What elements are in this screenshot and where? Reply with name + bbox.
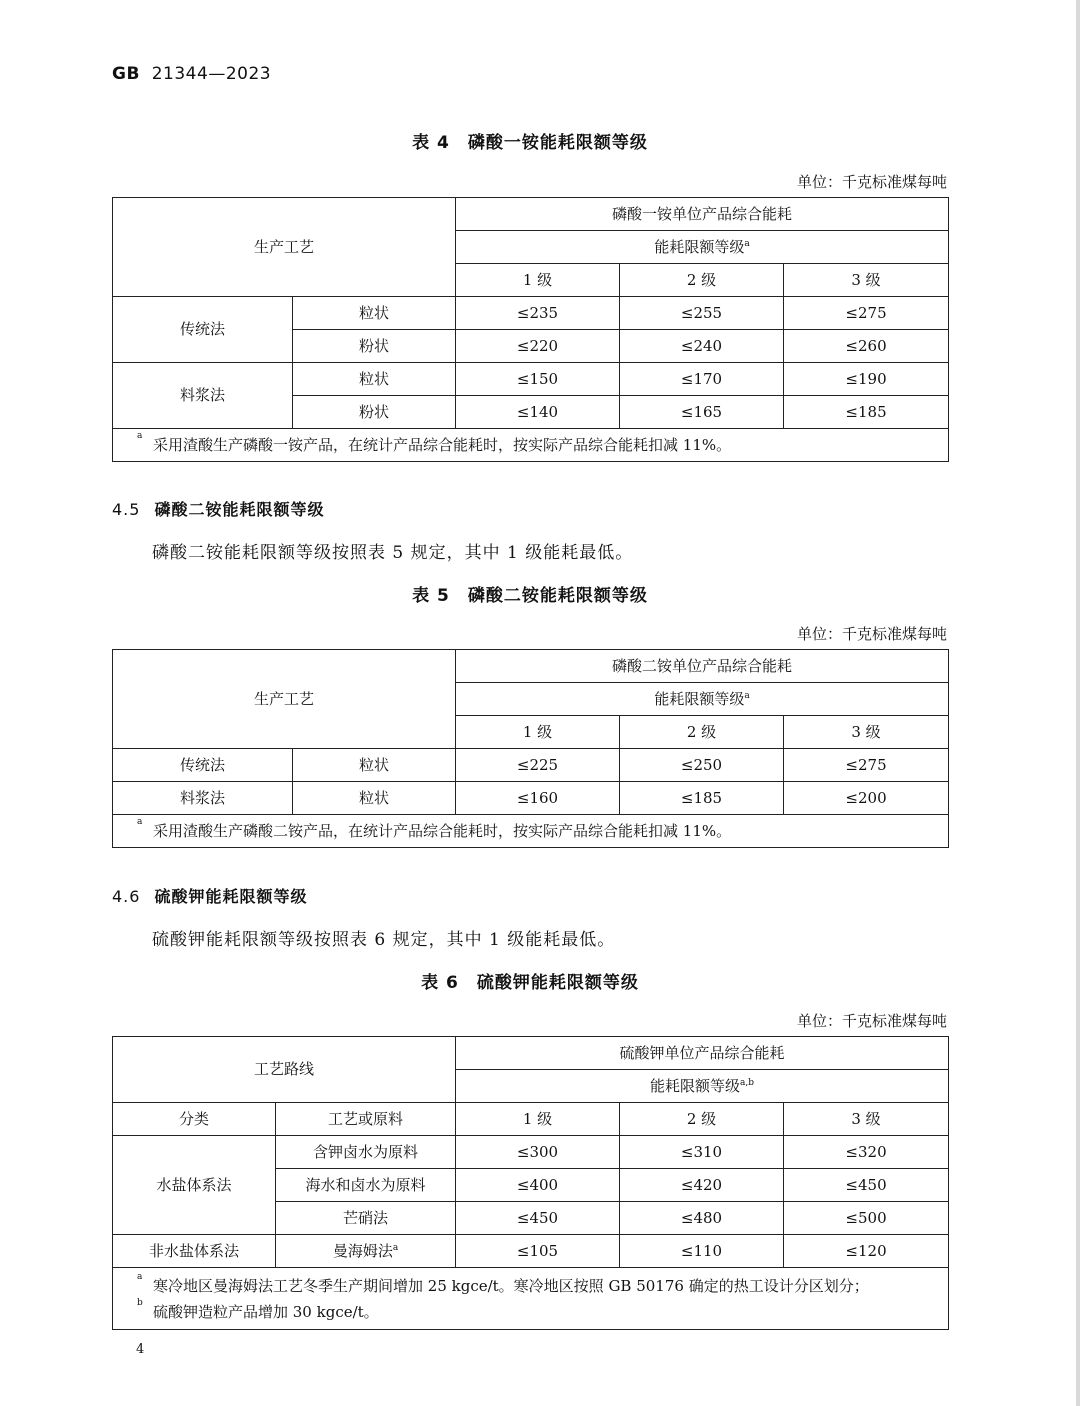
level-1-header: 1 级 [456, 1103, 620, 1136]
table-cell: ≤275 [784, 749, 949, 782]
level-2-header: 2 级 [620, 1103, 784, 1136]
table-cell: ≤255 [620, 297, 784, 330]
table-cell: ≤275 [784, 297, 949, 330]
table-cell: ≤400 [456, 1169, 620, 1202]
table-cell: ≤225 [456, 749, 620, 782]
column-group-header: 硫酸钾单位产品综合能耗 [456, 1037, 949, 1070]
level-3-header: 3 级 [784, 1103, 949, 1136]
table4-caption: 表 4 磷酸一铵能耗限额等级 [412, 133, 648, 153]
material-name: 曼海姆法$^a$ [276, 1235, 456, 1268]
footnote-a: a 寒冷地区曼海姆法工艺冬季生产期间增加 25 kgce/t。寒冷地区按照 GB 50176 确定的热工设计分区划分； [137, 1271, 869, 1295]
page-number: 4 [136, 1342, 145, 1357]
process-name: 传统法 [113, 297, 293, 363]
table-cell: ≤110 [620, 1235, 784, 1268]
table-cell: ≤185 [784, 396, 949, 429]
level-1-header: 1 级 [456, 716, 620, 749]
process-name: 料浆法 [113, 363, 293, 429]
level-3-header: 3 级 [784, 264, 949, 297]
level-2-header: 2 级 [620, 264, 784, 297]
table-cell: ≤140 [456, 396, 620, 429]
table-cell: ≤250 [620, 749, 784, 782]
table-footnote: a 采用渣酸生产磷酸一铵产品，在统计产品综合能耗时，按实际产品综合能耗扣减 11%。 [113, 429, 949, 462]
category-header: 分类 [113, 1103, 276, 1136]
level-2-header: 2 级 [620, 716, 784, 749]
table-cell: ≤300 [456, 1136, 620, 1169]
table-cell: ≤320 [784, 1136, 949, 1169]
table-footnotes [113, 1268, 949, 1330]
table-cell: ≤220 [456, 330, 620, 363]
level-3-header: 3 级 [784, 716, 949, 749]
standard-code: GB 21344—2023 [112, 64, 272, 84]
table-footnote: a 采用渣酸生产磷酸二铵产品，在统计产品综合能耗时，按实际产品综合能耗扣减 11%。 [113, 815, 949, 848]
table-cell: ≤420 [620, 1169, 784, 1202]
section-paragraph: 硫酸钾能耗限额等级按照表 6 规定，其中 1 级能耗最低。 [152, 930, 616, 950]
table-cell: ≤165 [620, 396, 784, 429]
material-name: 含钾卤水为原料 [276, 1136, 456, 1169]
page-edge [1076, 0, 1080, 1406]
table6-caption: 表 6 硫酸钾能耗限额等级 [421, 973, 639, 993]
column-group-header: 磷酸一铵单位产品综合能耗 [456, 198, 949, 231]
material-header: 工艺或原料 [276, 1103, 456, 1136]
table-cell: ≤240 [620, 330, 784, 363]
section-heading: 4.6 硫酸钾能耗限额等级 [112, 887, 308, 906]
material-name: 芒硝法 [276, 1202, 456, 1235]
table-cell: ≤310 [620, 1136, 784, 1169]
table-cell: ≤105 [456, 1235, 620, 1268]
product-form: 粒状 [293, 782, 456, 815]
product-form: 粉状 [293, 396, 456, 429]
level-1-header: 1 级 [456, 264, 620, 297]
material-name: 海水和卤水为原料 [276, 1169, 456, 1202]
table6 [112, 1036, 949, 1330]
table-cell: ≤160 [456, 782, 620, 815]
process-name: 料浆法 [113, 782, 293, 815]
table-cell: ≤170 [620, 363, 784, 396]
process-name: 传统法 [113, 749, 293, 782]
product-form: 粉状 [293, 330, 456, 363]
row-header: 生产工艺 [113, 650, 456, 749]
section-paragraph: 磷酸二铵能耗限额等级按照表 5 规定，其中 1 级能耗最低。 [152, 543, 634, 563]
table5-caption: 表 5 磷酸二铵能耗限额等级 [412, 586, 648, 606]
table-cell: ≤450 [784, 1169, 949, 1202]
route-header: 工艺路线 [113, 1037, 456, 1103]
table-cell: ≤190 [784, 363, 949, 396]
table-cell: ≤450 [456, 1202, 620, 1235]
table-cell: ≤120 [784, 1235, 949, 1268]
level-group-header: 能耗限额等级$^a$ [456, 683, 949, 716]
product-form: 粒状 [293, 749, 456, 782]
table-cell: ≤150 [456, 363, 620, 396]
table6-unit: 单位：千克标准煤每吨 [796, 1012, 947, 1030]
product-form: 粒状 [293, 297, 456, 330]
row-header: 生产工艺 [113, 198, 456, 297]
product-form: 粒状 [293, 363, 456, 396]
table4 [112, 197, 949, 462]
category-name: 非水盐体系法 [113, 1235, 276, 1268]
category-name: 水盐体系法 [113, 1136, 276, 1235]
table-cell: ≤235 [456, 297, 620, 330]
table5-unit: 单位：千克标准煤每吨 [796, 625, 947, 643]
table5 [112, 649, 949, 848]
table-cell: ≤185 [620, 782, 784, 815]
footnote-b: b 硫酸钾造粒产品增加 30 kgce/t。 [137, 1297, 379, 1321]
table-cell: ≤500 [784, 1202, 949, 1235]
table-cell: ≤480 [620, 1202, 784, 1235]
level-group-header: 能耗限额等级$^a$ [456, 231, 949, 264]
level-group-header: 能耗限额等级$^{a,b}$ [456, 1070, 949, 1103]
column-group-header: 磷酸二铵单位产品综合能耗 [456, 650, 949, 683]
table-cell: ≤260 [784, 330, 949, 363]
section-heading: 4.5 磷酸二铵能耗限额等级 [112, 500, 325, 519]
table-cell: ≤200 [784, 782, 949, 815]
table4-unit: 单位：千克标准煤每吨 [796, 173, 947, 191]
